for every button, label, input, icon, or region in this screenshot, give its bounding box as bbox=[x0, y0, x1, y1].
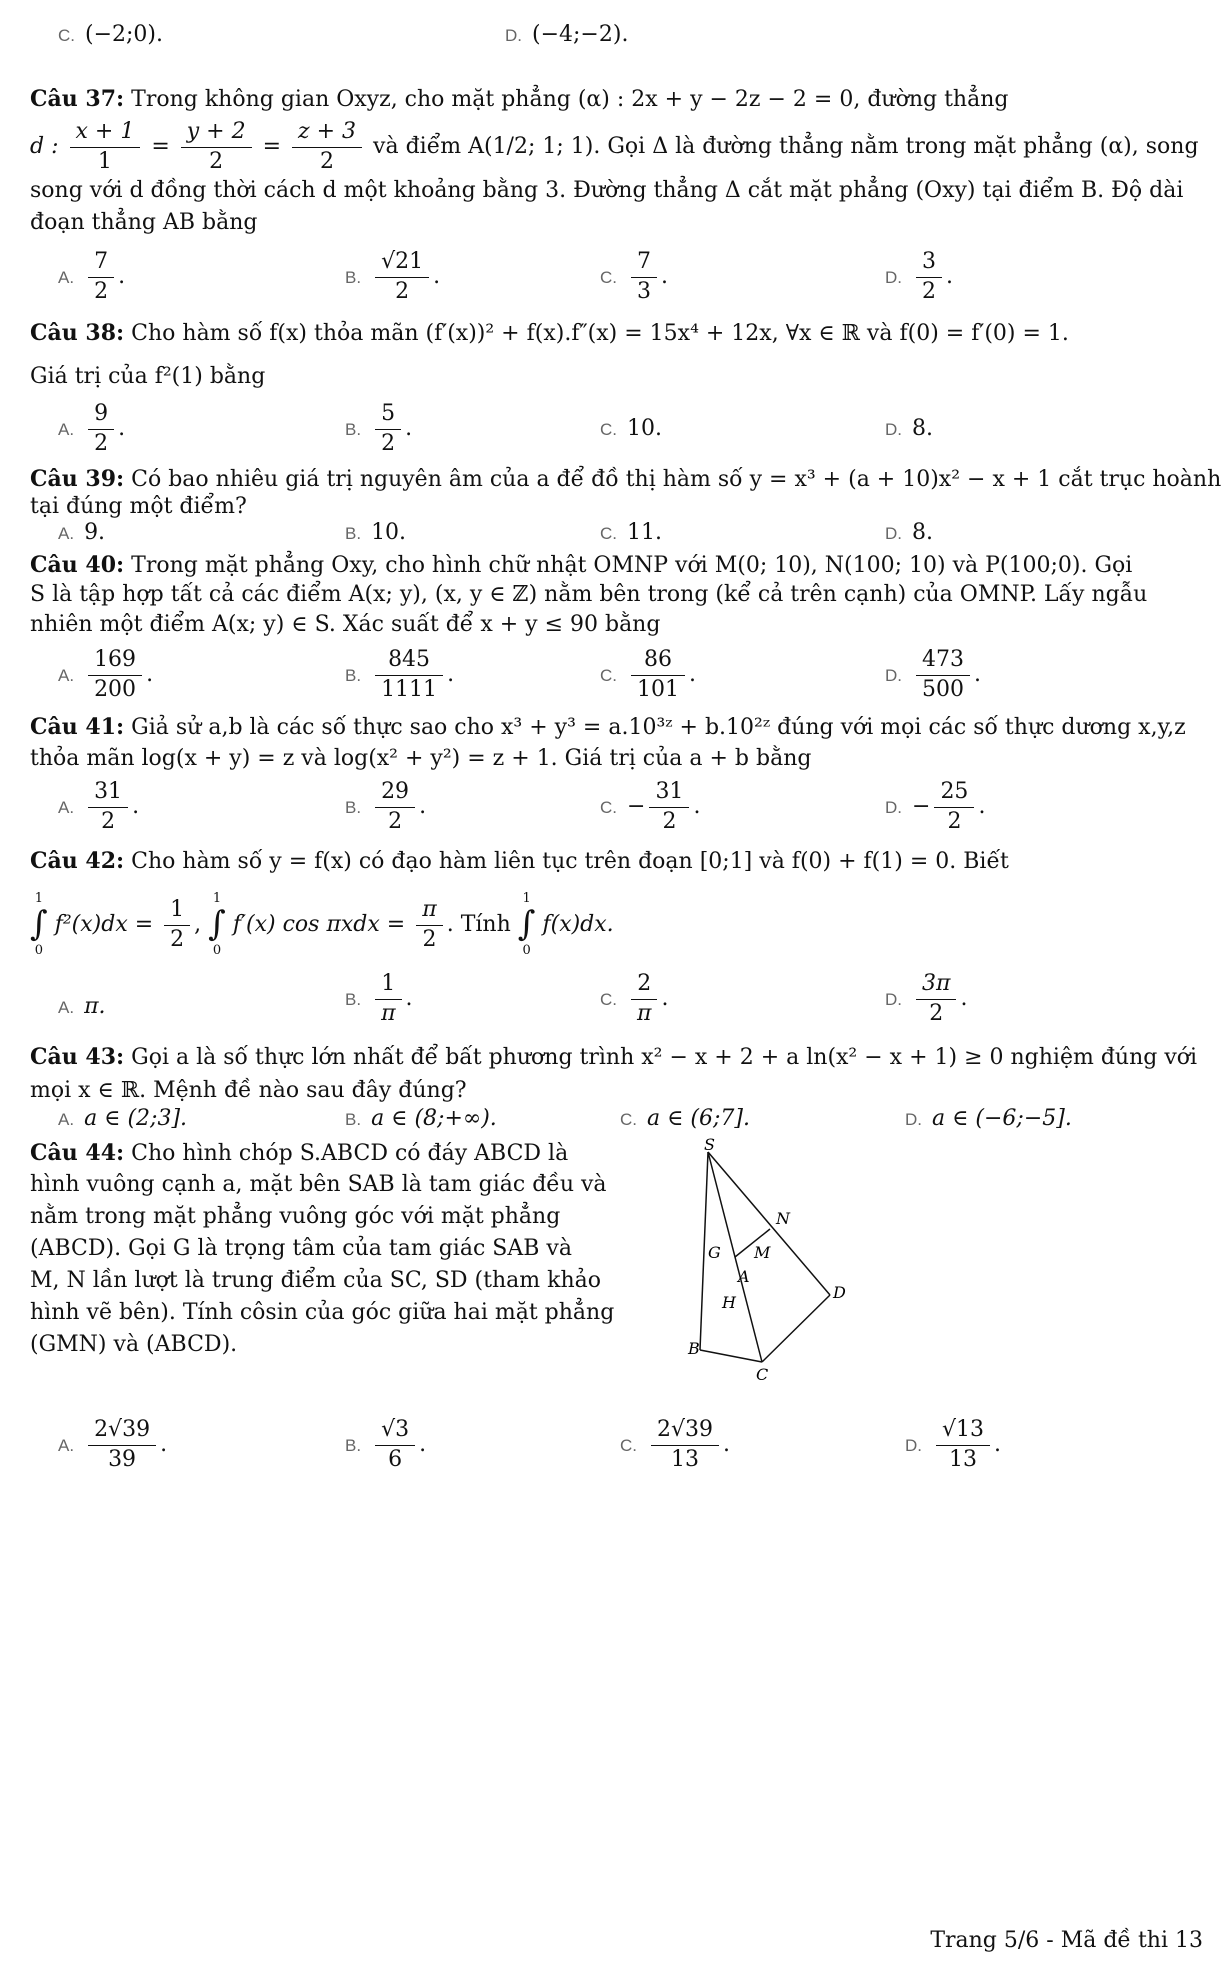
q39-option-c[interactable]: C. 11. bbox=[600, 520, 662, 545]
q41-option-c[interactable]: C. − $\frac{31}{2}$ . bbox=[600, 779, 701, 834]
q41-option-d[interactable]: D. − $\frac{25}{2}$ . bbox=[885, 779, 986, 834]
q38-option-a[interactable]: A. $\frac{9}{2}$ . bbox=[58, 401, 126, 456]
q43-option-d[interactable]: D. a ∈ (−6;−5]. bbox=[905, 1106, 1072, 1131]
q44-line5: M, N lần lượt là trung điểm của SC, SD (tham khảo bbox=[30, 1268, 601, 1293]
q38-option-d[interactable]: D. 8. bbox=[885, 416, 933, 441]
label-A: A bbox=[738, 1267, 750, 1286]
q42-option-a[interactable]: A. π. bbox=[58, 994, 106, 1019]
q42-option-c[interactable]: C. $\frac{2}{\pi}$ . bbox=[600, 971, 669, 1026]
q40-option-b[interactable]: B. $\frac{845}{1111}$ . bbox=[345, 647, 455, 702]
q37-line3: song với d đồng thời cách d một khoảng bằng 3. Đường thẳng Δ cắt mặt phẳng (Oxy) tại điểm B. Độ dài bbox=[30, 178, 1184, 203]
q40-option-d[interactable]: D. $\frac{473}{500}$ . bbox=[885, 647, 981, 702]
q40-option-c[interactable]: C. $\frac{86}{101}$ . bbox=[600, 647, 696, 702]
prev-option-d: D. (−4;−2). bbox=[505, 22, 629, 47]
q41-line2: thỏa mãn log(x + y) = z và log(x² + y²) = z + 1. Giá trị của a + b bằng bbox=[30, 746, 812, 771]
q38-line1: Câu 38: Cho hàm số f(x) thỏa mãn (f′(x))² + f(x).f″(x) = 15x⁴ + 12x, ∀x ∈ ℝ và f(0) = f′(0) = 1. bbox=[30, 320, 1069, 346]
q42-option-d[interactable]: D. $\frac{3\pi}{2}$ . bbox=[885, 971, 968, 1026]
q38-line2: Giá trị của f²(1) bằng bbox=[30, 364, 266, 389]
q43-line2: mọi x ∈ ℝ. Mệnh đề nào sau đây đúng? bbox=[30, 1078, 467, 1103]
label-B: B bbox=[688, 1339, 700, 1358]
q37-line1: Câu 37: Trong không gian Oxyz, cho mặt phẳng (α) : 2x + y − 2z − 2 = 0, đường thẳng bbox=[30, 86, 1009, 112]
q40-line3: nhiên một điểm A(x; y) ∈ S. Xác suất để x + y ≤ 90 bằng bbox=[30, 612, 661, 637]
q44-option-a[interactable]: A. $\frac{2√39}{39}$ . bbox=[58, 1417, 168, 1472]
q44-line7: (GMN) và (ABCD). bbox=[30, 1332, 238, 1357]
q42-option-b[interactable]: B. $\frac{1}{\pi}$ . bbox=[345, 971, 413, 1026]
q43-option-a[interactable]: A. a ∈ (2;3]. bbox=[58, 1106, 188, 1131]
page-footer: Trang 5/6 - Mã đề thi 13 bbox=[930, 1928, 1203, 1953]
q41-option-b[interactable]: B. $\frac{29}{2}$ . bbox=[345, 779, 427, 834]
label-N: N bbox=[776, 1209, 790, 1228]
q37-option-a[interactable]: A. $\frac{7}{2}$ . bbox=[58, 249, 126, 304]
label-D: D bbox=[833, 1283, 846, 1302]
label-S: S bbox=[704, 1135, 715, 1154]
label-G: G bbox=[708, 1243, 721, 1262]
q42-line1: Câu 42: Cho hàm số y = f(x) có đạo hàm liên tục trên đoạn [0;1] và f(0) + f(1) = 0. Biết bbox=[30, 848, 1009, 874]
q40-line2: S là tập hợp tất cả các điểm A(x; y), (x, y ∈ ℤ) nằm bên trong (kể cả trên cạnh) của OMNP. Lấy ngẫu bbox=[30, 582, 1148, 607]
q43-option-b[interactable]: B. a ∈ (8;+∞). bbox=[345, 1106, 497, 1131]
q43-line1: Câu 43: Gọi a là số thực lớn nhất để bất phương trình x² − x + 2 + a ln(x² − x + 1) ≥ 0 nghiệm đúng với bbox=[30, 1044, 1198, 1070]
q37-line4: đoạn thẳng AB bằng bbox=[30, 210, 258, 235]
q40-line1: Câu 40: Trong mặt phẳng Oxy, cho hình chữ nhật OMNP với M(0; 10), N(100; 10) và P(100;0). Gọi bbox=[30, 552, 1133, 578]
q39-line1: Câu 39: Có bao nhiêu giá trị nguyên âm của a để đồ thị hàm số y = x³ + (a + 10)x² − x + 1 cắt trục hoành bbox=[30, 466, 1222, 492]
q43-option-c[interactable]: C. a ∈ (6;7]. bbox=[620, 1106, 750, 1131]
q44-line2: hình vuông cạnh a, mặt bên SAB là tam giác đều và bbox=[30, 1172, 607, 1197]
q41-line1: Câu 41: Giả sử a,b là các số thực sao cho x³ + y³ = a.10³ᶻ + b.10²ᶻ đúng với mọi các số thực dương x,y,z bbox=[30, 714, 1186, 740]
q44-option-b[interactable]: B. $\frac{√3}{6}$ . bbox=[345, 1417, 427, 1472]
q40-option-a[interactable]: A. $\frac{169}{200}$ . bbox=[58, 647, 154, 702]
q37-label: Câu 37: bbox=[30, 86, 125, 112]
pyramid-figure bbox=[688, 1135, 1050, 1410]
q42-line2: 1 ∫ 0 f²(x)dx = $\frac{1}{2}$ , 1 ∫ 0 f′(x) cos πxdx = $\frac{\pi}{2}$ . Tính 1 ∫ 0 f(x)dx. bbox=[30, 891, 614, 958]
q44-option-c[interactable]: C. $\frac{2√39}{13}$ . bbox=[620, 1417, 731, 1472]
label-C: C bbox=[756, 1365, 769, 1384]
q44-option-d[interactable]: D. $\frac{√13}{13}$ . bbox=[905, 1417, 1002, 1472]
q44-line4: (ABCD). Gọi G là trọng tâm của tam giác SAB và bbox=[30, 1236, 572, 1261]
edge-BC bbox=[700, 1350, 762, 1362]
q37-option-b[interactable]: B. $\frac{√21}{2}$ . bbox=[345, 249, 441, 304]
q44-line6: hình vẽ bên). Tính côsin của góc giữa hai mặt phẳng bbox=[30, 1300, 615, 1325]
q39-line2: tại đúng một điểm? bbox=[30, 494, 247, 519]
q38-option-c[interactable]: C. 10. bbox=[600, 416, 662, 441]
q39-option-a[interactable]: A. 9. bbox=[58, 520, 106, 545]
q44-line1: Câu 44: Cho hình chóp S.ABCD có đáy ABCD là bbox=[30, 1140, 569, 1166]
edge-CD bbox=[762, 1295, 830, 1362]
q37-line2: d : $\frac{x + 1}{1}$ = $\frac{y + 2}{2}$ = $\frac{z + 3}{2}$ và điểm A(1/2; 1; 1). Gọi Δ là đường thẳng nằm trong mặt phẳng (α), song bbox=[30, 119, 1199, 174]
q38-option-b[interactable]: B. $\frac{5}{2}$ . bbox=[345, 401, 413, 456]
label-M: M bbox=[754, 1243, 771, 1262]
q41-option-a[interactable]: A. $\frac{31}{2}$ . bbox=[58, 779, 140, 834]
label-H: H bbox=[722, 1293, 736, 1312]
q37-option-d[interactable]: D. $\frac{3}{2}$ . bbox=[885, 249, 953, 304]
q39-option-d[interactable]: D. 8. bbox=[885, 520, 933, 545]
edge-SB bbox=[700, 1152, 708, 1350]
prev-option-c: C. (−2;0). bbox=[58, 22, 163, 47]
q37-option-c[interactable]: C. $\frac{7}{3}$ . bbox=[600, 249, 668, 304]
q44-line3: nằm trong mặt phẳng vuông góc với mặt phẳng bbox=[30, 1204, 561, 1229]
q39-option-b[interactable]: B. 10. bbox=[345, 520, 407, 545]
